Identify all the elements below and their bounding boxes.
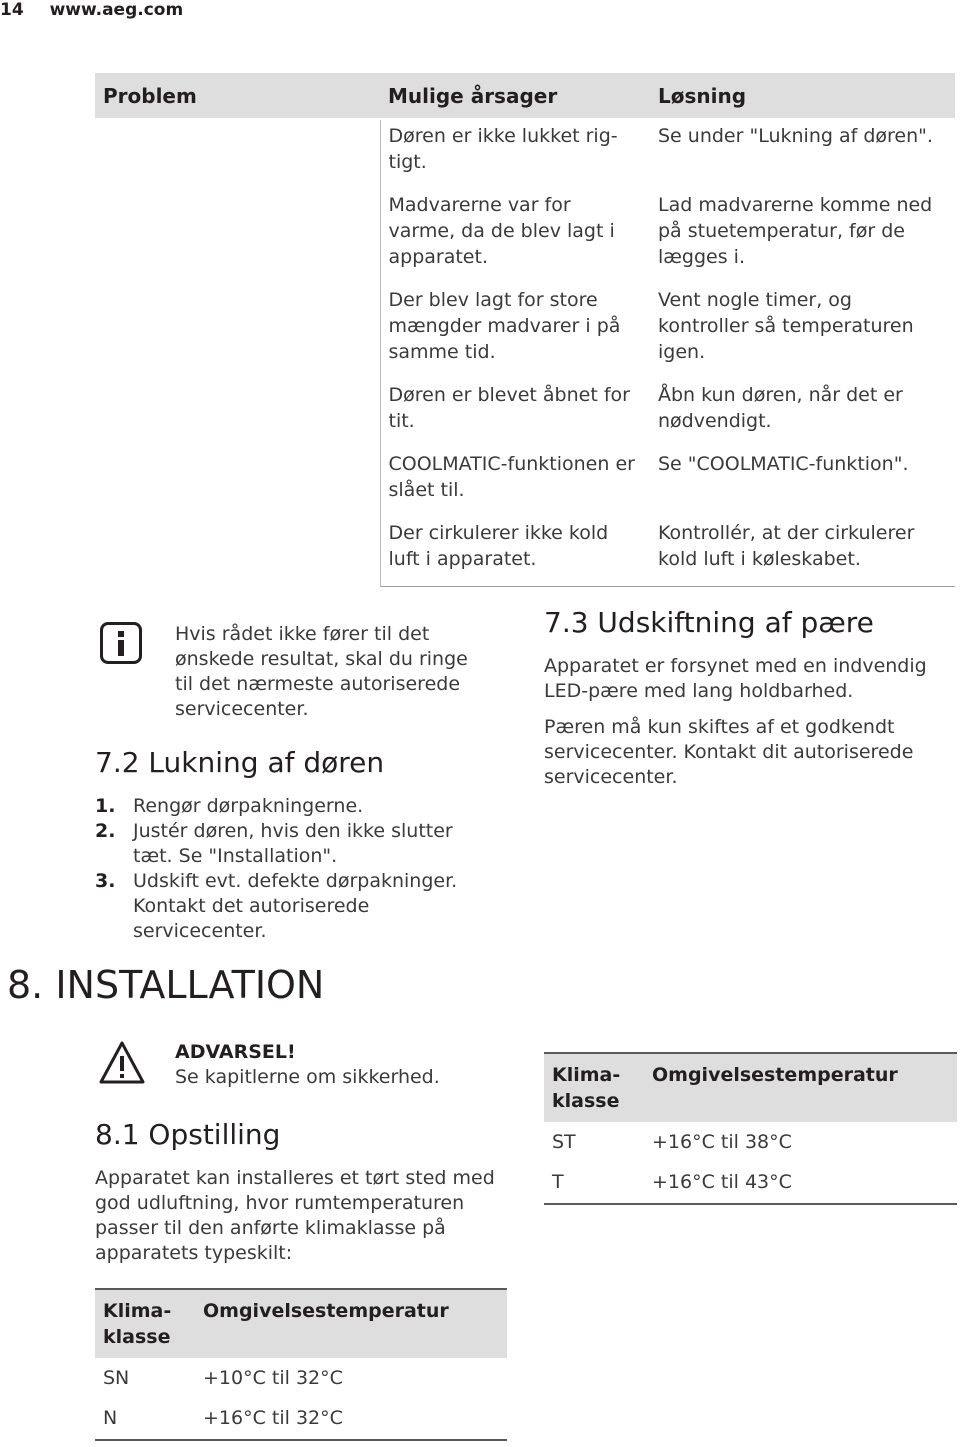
header-text: klasse [552, 1090, 620, 1112]
temperature-cell: +16°C til 38°C [644, 1123, 957, 1164]
table-header-row [95, 1289, 507, 1359]
step-number: 3. [95, 870, 116, 892]
section-8-title: 8. INSTALLATION [7, 963, 325, 1007]
solution-cell: Kontrollér, at der cirkulerer kold luft i køleskabet. [650, 517, 955, 587]
table-header-row [544, 1053, 957, 1123]
warning-block [175, 1040, 440, 1090]
troubleshooting-table [95, 73, 955, 587]
steps-list [95, 794, 495, 944]
table-header-row [95, 73, 955, 119]
column-header-problem: Problem [95, 73, 380, 119]
class-cell: T [544, 1163, 644, 1204]
cause-cell: Døren er ikke lukket rig-tigt. [388, 125, 618, 173]
info-icon [100, 622, 142, 664]
section-8-1-para: Apparatet kan installeres et tørt sted med god udluftning, hvor rumtemperaturen passer til den anførte klimaklasse på apparatets typeskilt: [95, 1167, 495, 1264]
header-text: Klima- [552, 1064, 621, 1086]
step-number: 2. [95, 820, 116, 842]
step-text: Rengør dørpakningerne. [133, 795, 364, 817]
header-text: klasse [103, 1326, 171, 1348]
page-number: 14 [0, 0, 24, 20]
table-row [544, 1123, 957, 1164]
climate-table-left [95, 1288, 507, 1441]
solution-cell: Åbn kun døren, når det er nødvendigt. [658, 384, 903, 432]
table-row [95, 1359, 507, 1400]
solution-cell: Se "COOLMATIC-funktion". [658, 453, 909, 475]
site-url: www.aeg.com [49, 0, 184, 20]
table-row [544, 1163, 957, 1204]
column-header-temperature: Omgivelsestemperatur [644, 1053, 957, 1123]
section-7-3-para-2: Pæren må kun skiftes af et godkendt servicecenter. Kontakt dit autoriserede servicecenter. [544, 716, 914, 788]
step-text: Udskift evt. defekte dørpakninger. Kontakt det autoriserede servicecenter. [133, 870, 458, 942]
column-header-class [544, 1053, 644, 1123]
temperature-cell: +10°C til 32°C [195, 1359, 507, 1400]
table-row [95, 1399, 507, 1440]
cause-cell: Der cirkulerer ikke kold luft i apparatet. [380, 517, 650, 587]
class-cell: N [95, 1399, 195, 1440]
column-header-temperature: Omgivelsestemperatur [195, 1289, 507, 1359]
step-number: 1. [95, 795, 116, 817]
class-cell: SN [95, 1359, 195, 1400]
list-item [95, 869, 495, 944]
section-7-3-para-1: Apparatet er forsynet med en indvendig LED-pære med lang holdbarhed. [544, 655, 927, 702]
solution-cell: Se under "Lukning af døren". [658, 125, 933, 147]
section-8-1-title: 8.1 Opstilling [95, 1118, 281, 1151]
solution-cell: Lad madvarerne komme ned på stuetemperatur, før de lægges i. [658, 194, 933, 268]
cause-cell: Der blev lagt for store mængder madvarer i på samme tid. [388, 289, 621, 363]
problem-cell [95, 119, 380, 587]
class-cell: ST [544, 1123, 644, 1164]
table-row [95, 119, 955, 189]
column-header-causes: Mulige årsager [380, 73, 650, 119]
temperature-cell: +16°C til 32°C [195, 1399, 507, 1440]
section-7-3-title: 7.3 Udskiftning af pære [544, 606, 874, 639]
temperature-cell: +16°C til 43°C [644, 1163, 957, 1204]
page-header [0, 0, 203, 20]
cause-cell: COOLMATIC-funktionen er slået til. [388, 453, 635, 501]
warning-title: ADVARSEL! [175, 1041, 296, 1063]
warning-text: Se kapitlerne om sikkerhed. [175, 1066, 440, 1088]
list-item [95, 794, 495, 819]
info-note: Hvis rådet ikke fører til det ønskede resultat, skal du ringe til det nærmeste autoriserede servicecenter. [175, 623, 468, 720]
column-header-solution: Løsning [650, 73, 955, 119]
header-text: Klima- [103, 1300, 172, 1322]
climate-table-right [544, 1052, 957, 1205]
list-item [95, 819, 495, 869]
step-text: Justér døren, hvis den ikke slutter tæt. Se "Installation". [133, 820, 453, 867]
cause-cell: Madvarerne var for varme, da de blev lagt i apparatet. [388, 194, 615, 268]
solution-cell: Vent nogle timer, og kontroller så temperaturen igen. [658, 289, 914, 363]
column-header-class [95, 1289, 195, 1359]
cause-cell: Døren er blevet åbnet for tit. [388, 384, 630, 432]
warning-icon [98, 1040, 146, 1086]
section-7-2-title: 7.2 Lukning af døren [95, 746, 385, 779]
